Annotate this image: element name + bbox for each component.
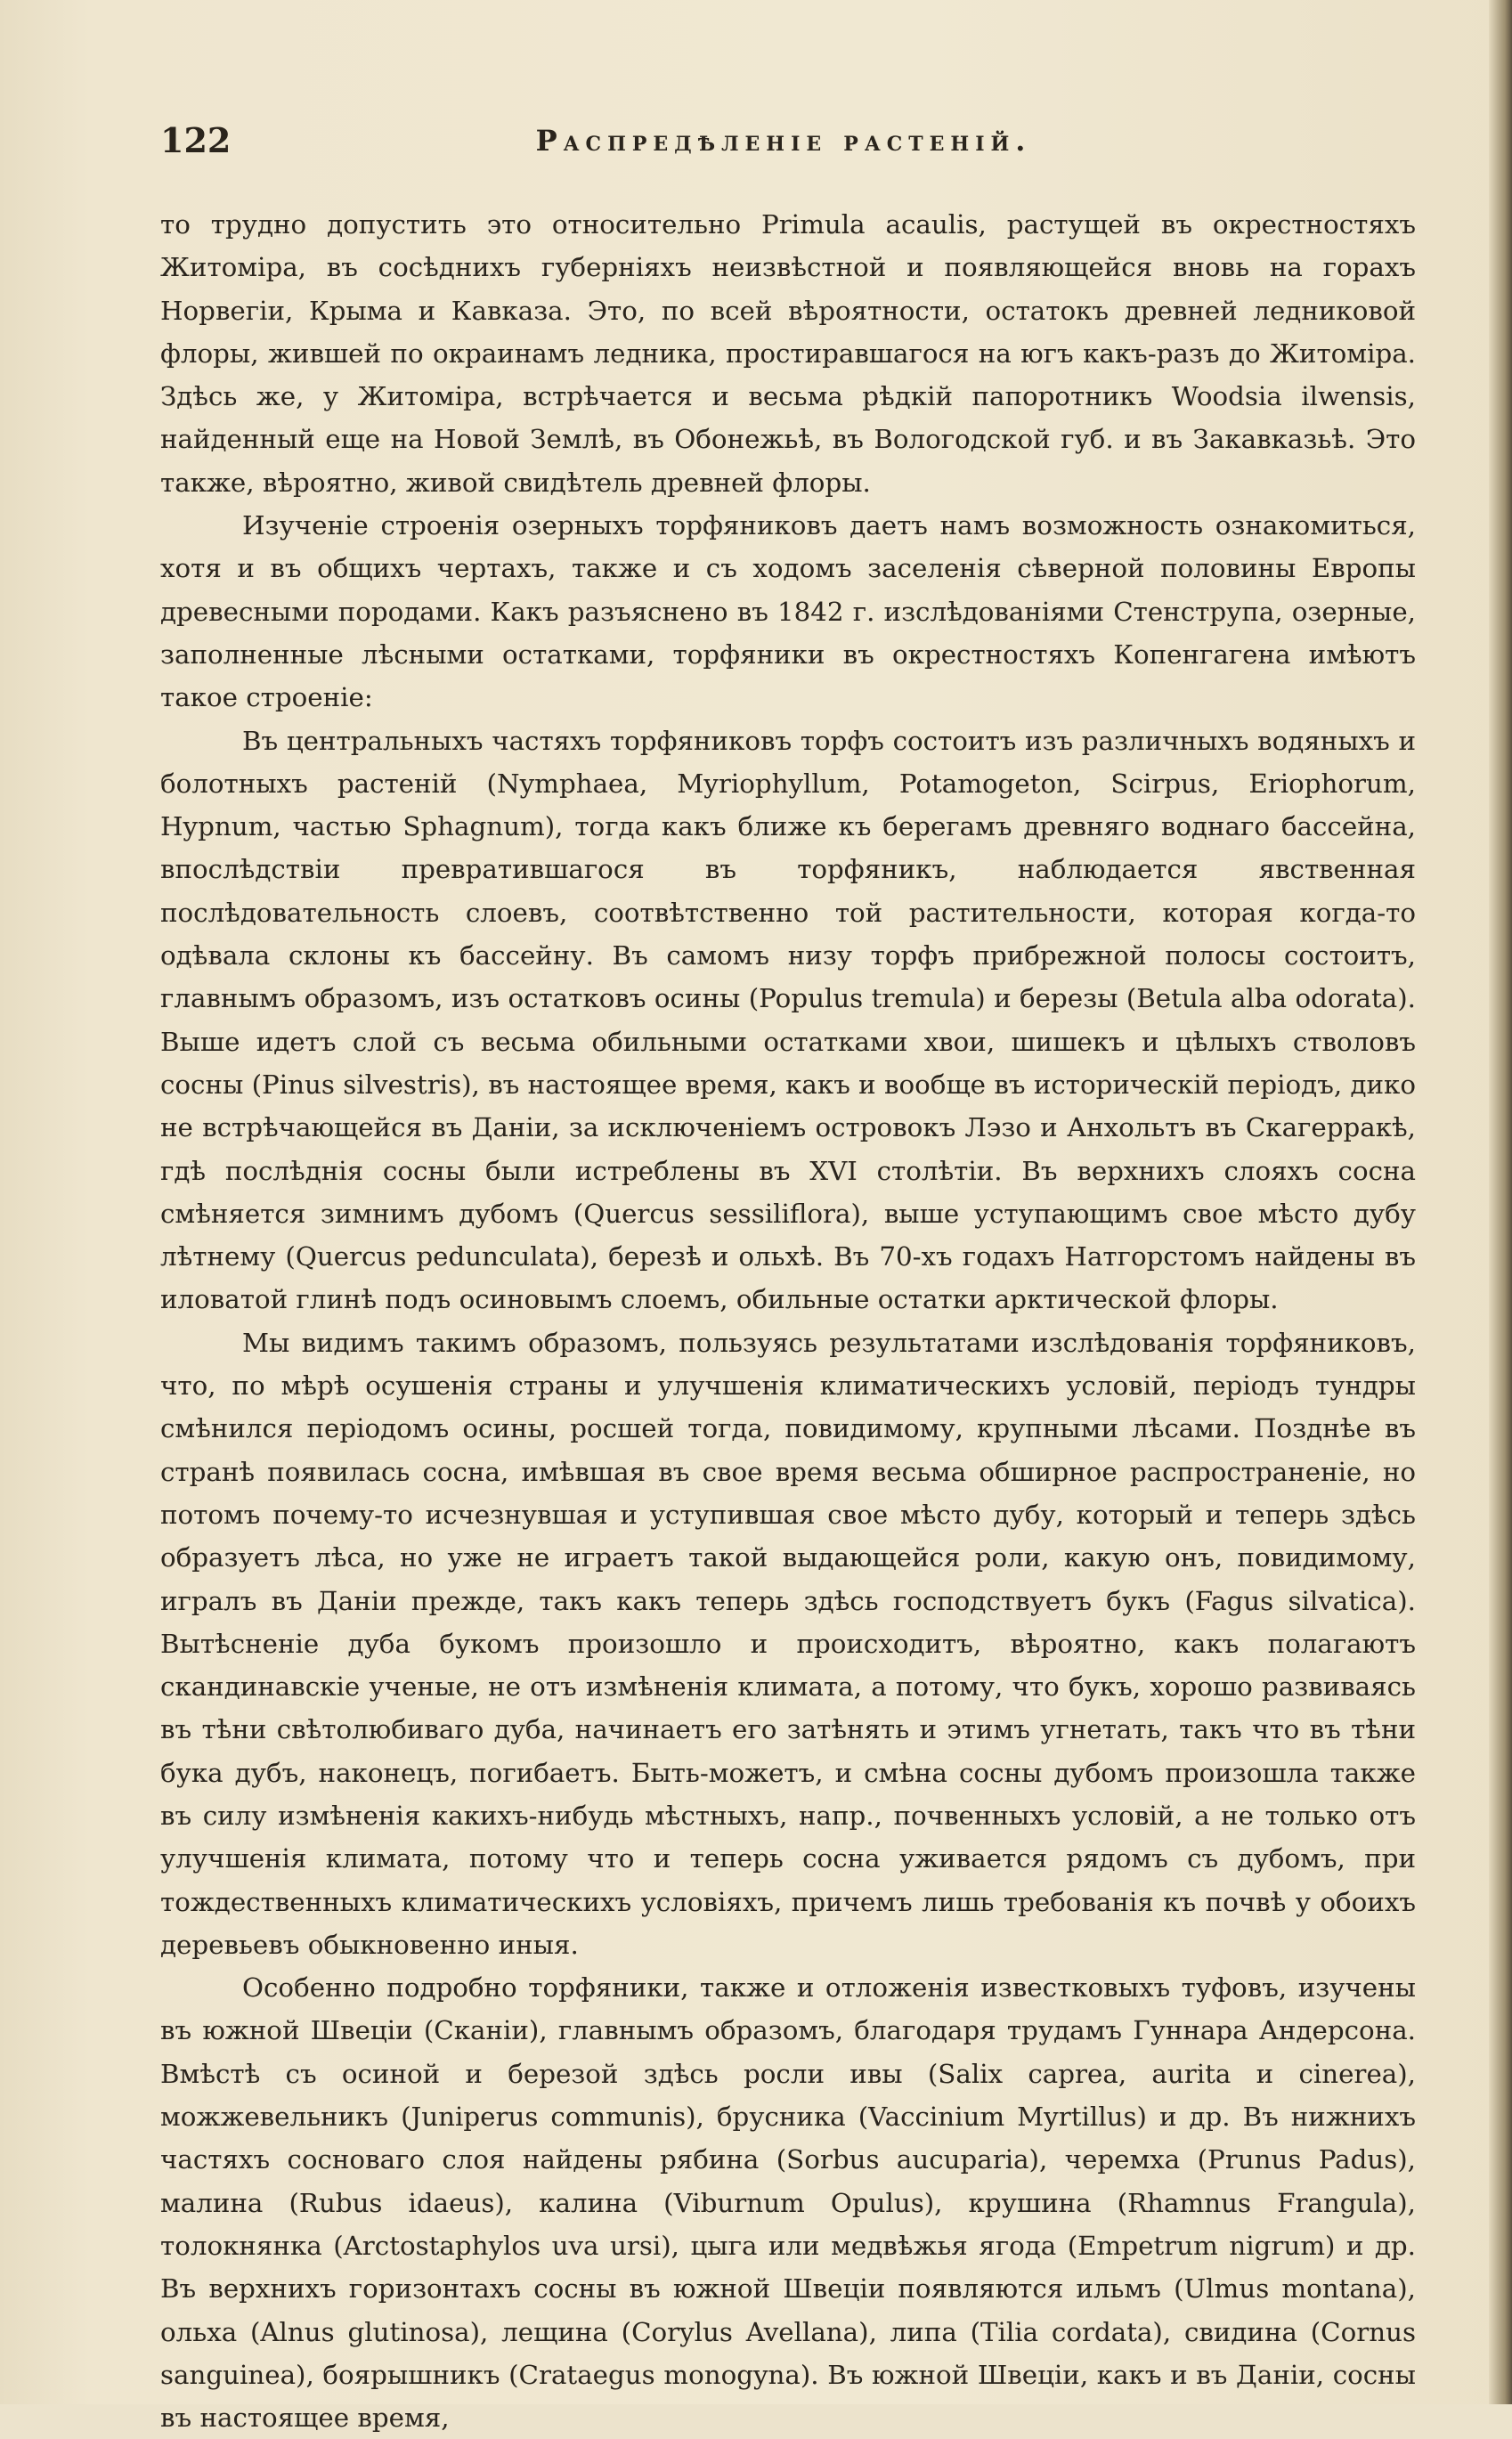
running-title: Распредѣленіе растеній. [535,124,1032,158]
paragraph-3: Въ центральныхъ частяхъ торфяниковъ торфъ состоитъ изъ различныхъ водяныхъ и болотныхъ растеній (Nymphaea, Myriophyllum, Potamogeton, Scirpus, Eriophorum, Hypnum, частью Sphagnum), тогда какъ ближе къ берегамъ древняго воднаго бассейна, впослѣдствіи превратившагося въ торфяникъ, наблюдается явственная послѣдовательность слоевъ, соотвѣтственно той растительности, которая когда-то одѣвала склоны къ бассейну. Въ самомъ низу торфъ прибрежной полосы состоитъ, главнымъ образомъ, изъ остатковъ осины (Populus tremula) и березы (Betula alba odorata). Выше идетъ слой съ весьма обильными остатками хвои, шишекъ и цѣлыхъ стволовъ сосны (Pinus silvestris), въ настоящее время, какъ и вообще въ историческій періодъ, дико не встрѣчающейся въ Даніи, за исключеніемъ островокъ Лэзо и Анхольтъ въ Скагерракѣ, гдѣ послѣднія сосны были истреблены въ XVI столѣтіи. Въ верхнихъ слояхъ сосна смѣняется зимнимъ дубомъ (Quercus sessiliflora), выше уступающимъ свое мѣсто дубу лѣтнему (Quercus pedunculata), березѣ и ольхѣ. Въ 70-хъ годахъ Натгорстомъ найдены въ иловатой глинѣ подъ осиновымъ слоемъ, обильные остатки арктической флоры. [160,725,1416,1315]
page-number: 122 [160,120,232,160]
paragraph-2: Изученіе строенія озерныхъ торфяниковъ даетъ намъ возможность ознакомиться, хотя и въ общихъ чертахъ, также и съ ходомъ заселенія сѣверной половины Европы древесными породами. Какъ разъяснено въ 1842 г. изслѣдованіями Стенструпа, озерные, заполненные лѣсными остатками, торфяники въ окрестностяхъ Копенгагена имѣютъ такое строеніе: [160,510,1416,713]
page-edge-shadow [1489,0,1512,2404]
paragraph-1: то трудно допустить это относительно Primula acaulis, растущей въ окрестностяхъ Житоміра, въ сосѣднихъ губерніяхъ неизвѣстной и появляющейся вновь на горахъ Норвегіи, Крыма и Кавказа. Это, по всей вѣроятности, остатокъ древней ледниковой флоры, жившей по окраинамъ ледника, простиравшагося на югъ какъ-разъ до Житоміра. Здѣсь же, у Житоміра, встрѣчается и весьма рѣдкій папоротникъ Woodsia ilwensis, найденный еще на Новой Землѣ, въ Обонежьѣ, въ Вологодской губ. и въ Закавказьѣ. Это также, вѣроятно, живой свидѣтель древней флоры. [160,209,1416,498]
page-header [160,120,1407,174]
paragraph-4: Мы видимъ такимъ образомъ, пользуясь результатами изслѣдованія торфяниковъ, что, по мѣрѣ осушенія страны и улучшенія климатическихъ условій, періодъ тундры смѣнился періодомъ осины, росшей тогда, повидимому, крупными лѣсами. Позднѣе въ странѣ появилась сосна, имѣвшая въ свое время весьма обширное распространеніе, но потомъ почему-то исчезнувшая и уступившая свое мѣсто дубу, который и теперь здѣсь образуетъ лѣса, но уже не играетъ такой выдающейся роли, какую онъ, повидимому, игралъ въ Даніи прежде, такъ какъ теперь здѣсь господствуетъ букъ (Fagus silvatica). Вытѣсненіе дуба букомъ произошло и происходитъ, вѣроятно, какъ полагаютъ скандинавскіе ученые, не отъ измѣненія климата, а потому, что букъ, хорошо развиваясь въ тѣни свѣтолюбиваго дуба, начинаетъ его затѣнять и этимъ угнетать, такъ что въ тѣни бука дубъ, наконецъ, погибаетъ. Быть-можетъ, и смѣна сосны дубомъ произошла также въ силу измѣненія какихъ-нибудь мѣстныхъ, напр., почвенныхъ условій, а не только отъ улучшенія климата, потому что и теперь сосна уживается рядомъ съ дубомъ, при тождественныхъ климатическихъ условіяхъ, причемъ лишь требованія къ почвѣ у обоихъ деревьевъ обыкновенно иныя. [160,1327,1416,1960]
paragraph-5: Особенно подробно торфяники, также и отложенія известковыхъ туфовъ, изучены въ южной Швеціи (Сканіи), главнымъ образомъ, благодаря трудамъ Гуннара Андерсона. Вмѣстѣ съ осиной и березой здѣсь росли ивы (Salix caprea, aurita и cinerea), можжевельникъ (Juniperus communis), брусника (Vaccinium Myrtillus) и др. Въ нижнихъ частяхъ сосноваго слоя найдены рябина (Sorbus aucuparia), черемха (Prunus Padus), малина (Rubus idaeus), калина (Viburnum Opulus), крушина (Rhamnus Frangula), толокнянка (Arctostaphylos uva ursi), цыга или медвѣжья ягода (Empetrum nigrum) и др. Въ верхнихъ горизонтахъ сосны въ южной Швеціи появляются ильмъ (Ulmus montana), ольха (Alnus glutinosa), лещина (Corylus Avellana), липа (Tilia cordata), свидина (Cornus sanguinea), боярышникъ (Crataegus monogyna). Въ южной Швеціи, какъ и въ Даніи, сосны въ настоящее время, [160,1972,1416,2434]
body-text [160,203,1416,2439]
